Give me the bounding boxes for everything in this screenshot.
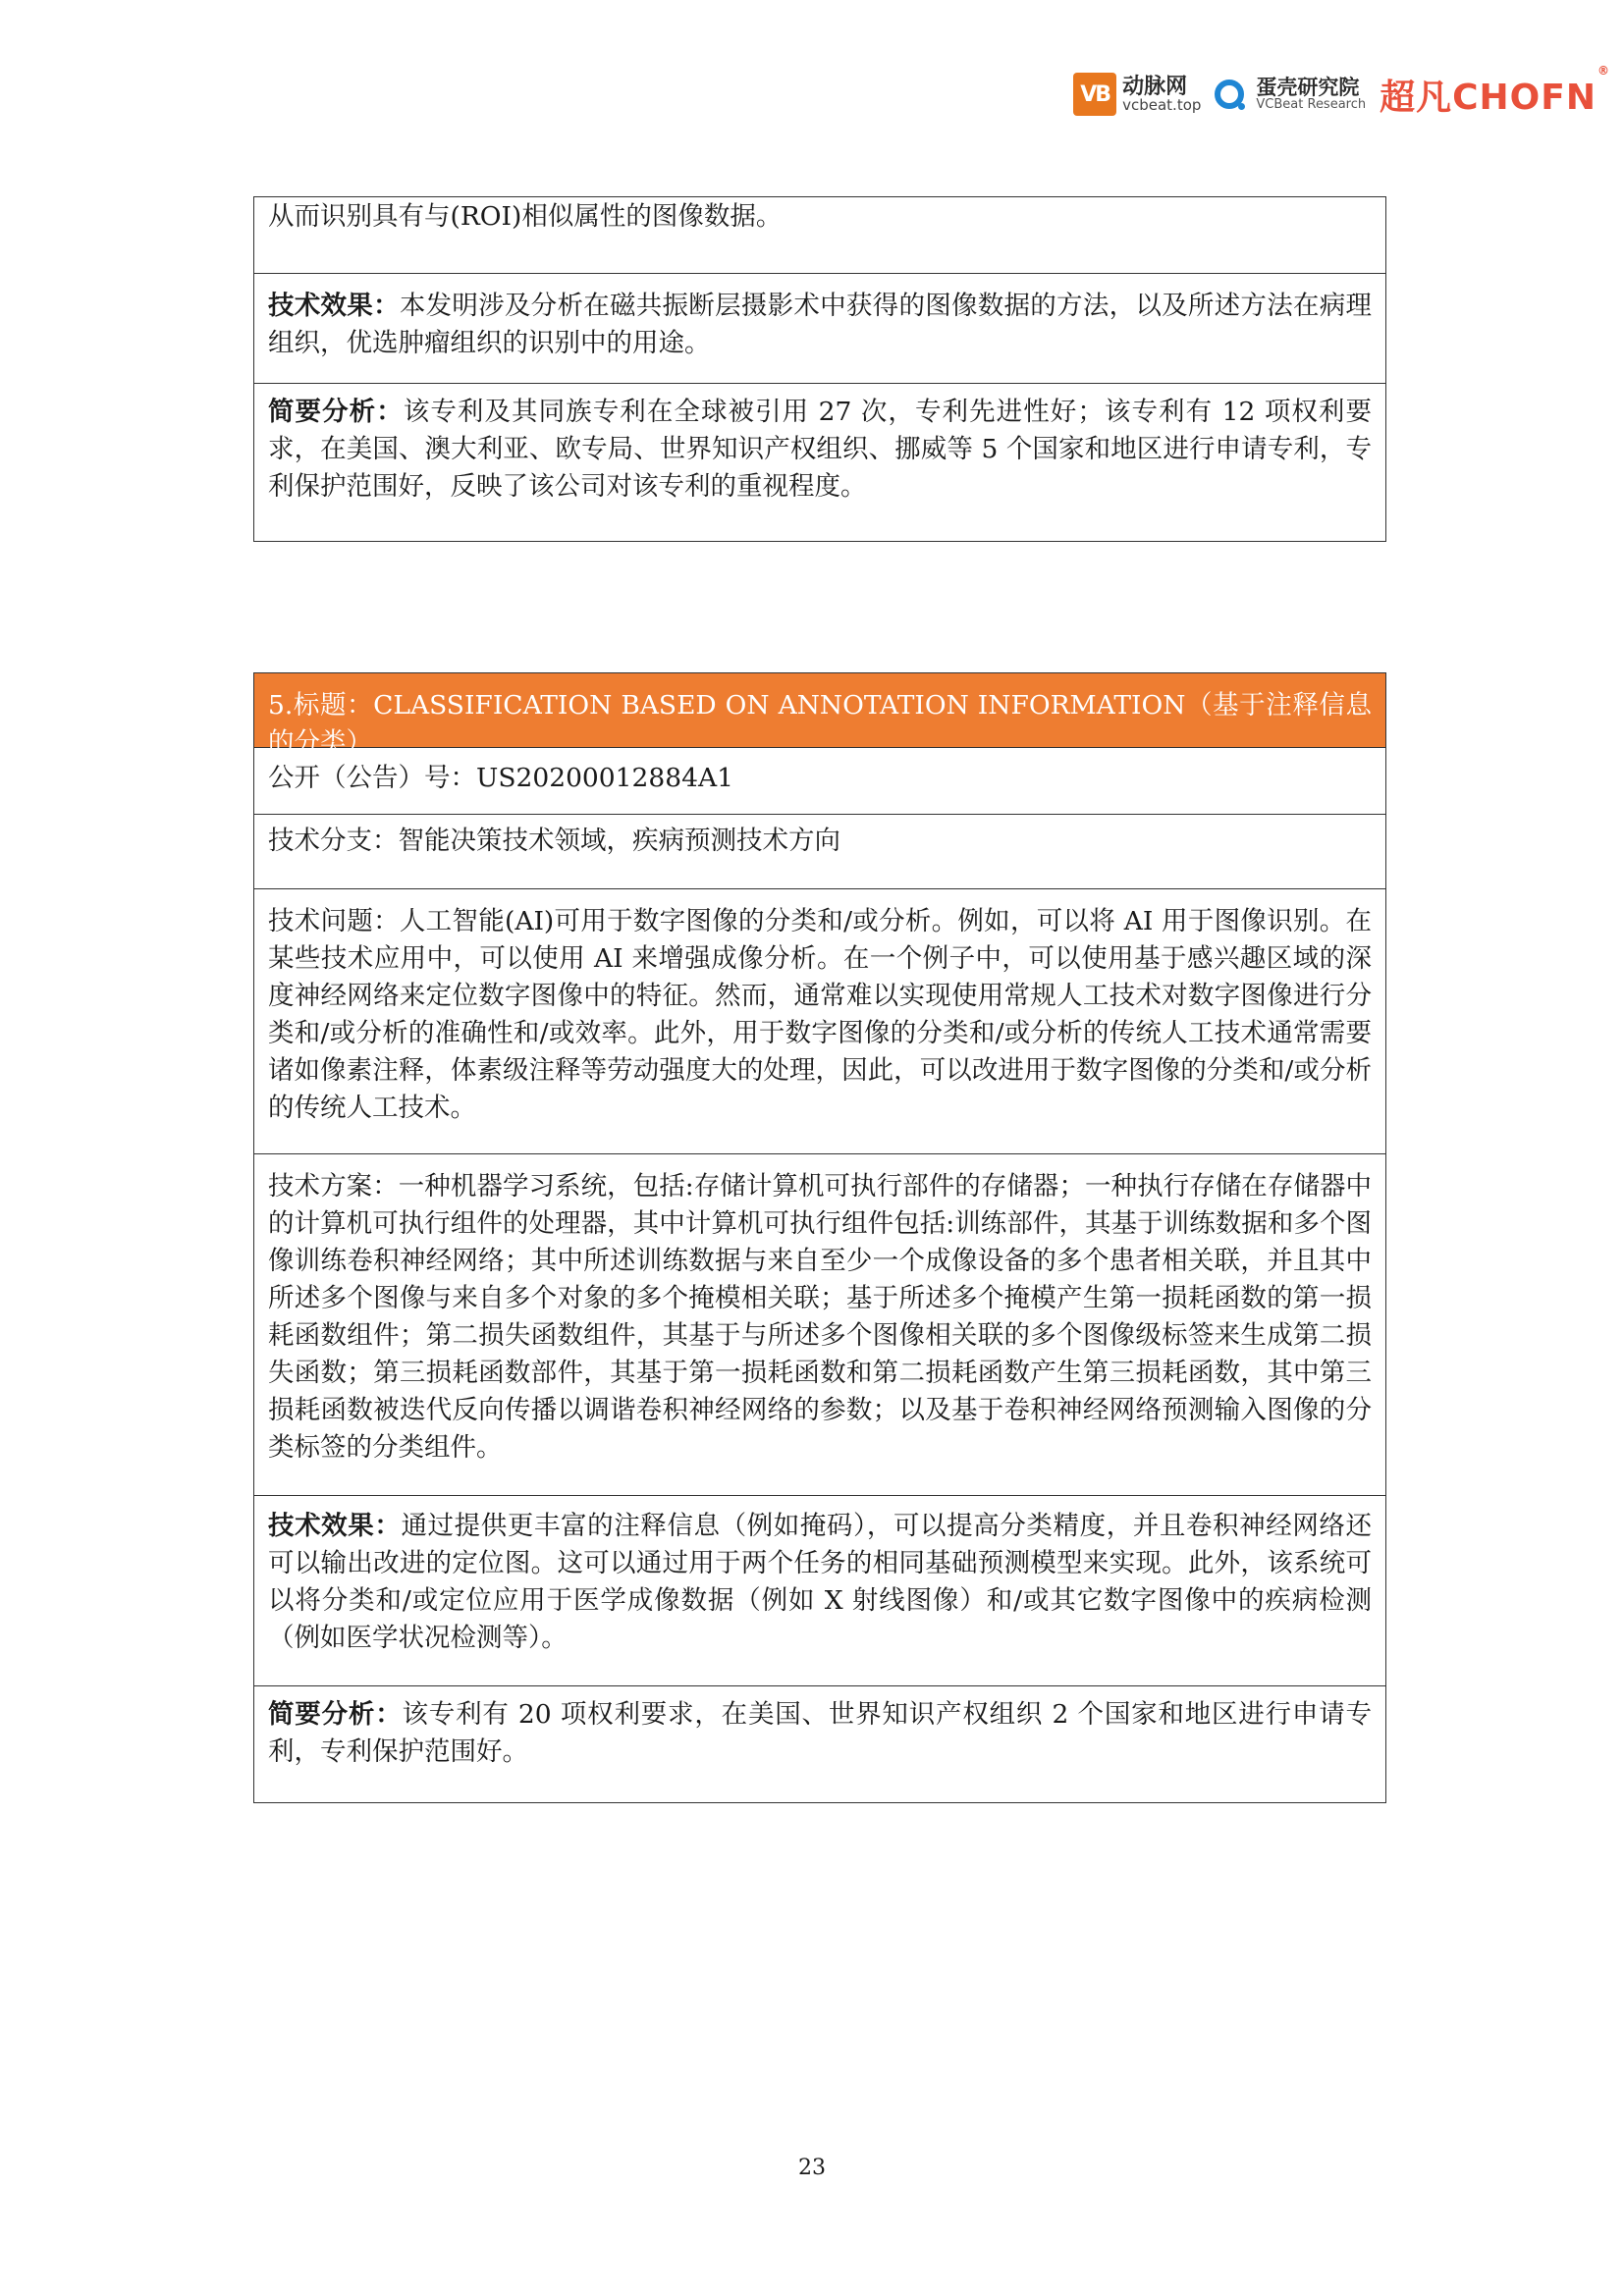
vcbeat-logo-mark: VB <box>1073 73 1116 116</box>
research-logo-name: 蛋壳研究院 <box>1256 76 1360 100</box>
brief-analysis-row <box>254 1686 1385 1802</box>
vcbeat-research-logo <box>1215 77 1366 112</box>
patent-table-5 <box>253 672 1386 1803</box>
effect-label: 技术效果： <box>268 291 400 321</box>
tech-branch-row <box>254 815 1385 889</box>
analysis-row <box>254 384 1385 541</box>
tech-solution: 技术方案：一种机器学习系统，包括:存储计算机可执行部件的存储器；一种执行存储在存储器中的计算机可执行组件的处理器，其中计算机可执行组件包括:训练部件，其基于训练数据和多个图像训练卷积神经网络；其中所述训练数据与来自至少一个成像设备的多个患者相关联，并且其中所述多个图像与来自多个对象的多个掩模相关联；基于所述多个掩模产生第一损耗函数的第一损耗函数组件；第二损失函数组件，其基于与所述多个图像相关联的多个图像级标签来生成第二损失函数；第三损耗函数部件，其基于第一损耗函数和第二损耗函数产生第三损耗函数，其中第三损耗函数被迭代反向传播以调谐卷积神经网络的参数；以及基于卷积神经网络预测输入图像的分类标签的分类组件。 <box>268 1171 1372 1463</box>
continuation-text: 从而识别具有与(ROI)相似属性的图像数据。 <box>268 201 783 232</box>
tech-branch: 技术分支：智能决策技术领域，疾病预测技术方向 <box>268 826 840 856</box>
publication-number-row <box>254 748 1385 815</box>
continuation-row <box>254 197 1385 274</box>
publication-number: 公开（公告）号：US20200012884A1 <box>268 763 733 793</box>
chofn-logo <box>1380 63 1610 120</box>
effect-row <box>254 274 1385 384</box>
brief-analysis-label: 简要分析： <box>268 1699 403 1730</box>
effect-text: 本发明涉及分析在磁共振断层摄影术中获得的图像数据的方法，以及所述方法在病理组织，优选肿瘤组织的识别中的用途。 <box>268 291 1373 358</box>
analysis-text: 该专利及其同族专利在全球被引用 27 次，专利先进性好；该专利有 12 项权利要求，在美国、澳大利亚、欧专局、世界知识产权组织、挪威等 5 个国家和地区进行申请专利，专利保护范围好，反映了该公司对该专利的重视程度。 <box>268 397 1372 502</box>
patent-title: 5.标题：CLASSIFICATION BASED ON ANNOTATION INFORMATION（基于注释信息的分类） <box>268 690 1372 758</box>
chofn-logo-name: 超凡CHOFN <box>1380 77 1597 118</box>
research-logo-sub: VCBeat Research <box>1256 97 1367 113</box>
tech-solution-row <box>254 1154 1385 1496</box>
analysis-label: 简要分析： <box>268 397 404 427</box>
header-logos <box>1073 63 1610 122</box>
brief-analysis-text: 该专利有 20 项权利要求，在美国、世界知识产权组织 2 个国家和地区进行申请专利，专利保护范围好。 <box>268 1699 1373 1767</box>
tech-problem-row <box>254 889 1385 1154</box>
vcbeat-logo-url: vcbeat.top <box>1122 95 1202 114</box>
tech-effect-label: 技术效果： <box>268 1511 402 1541</box>
vcbeat-logo <box>1073 73 1201 116</box>
patent-table-4-continued <box>253 196 1386 542</box>
tech-effect-row <box>254 1496 1385 1686</box>
tech-effect-text: 通过提供更丰富的注释信息（例如掩码），可以提高分类精度，并且卷积神经网络还可以输出改进的定位图。这可以通过用于两个任务的相同基础预测模型来实现。此外，该系统可以将分类和/或定位应用于医学成像数据（例如 X 射线图像）和/或其它数字图像中的疾病检测（例如医学状况检测等）。 <box>268 1511 1373 1653</box>
tech-problem: 技术问题：人工智能(AI)可用于数字图像的分类和/或分析。例如，可以将 AI 用于图像识别。在某些技术应用中，可以使用 AI 来增强成像分析。在一个例子中，可以使用基于感兴趣区域的深度神经网络来定位数字图像中的特征。然而，通常难以实现使用常规人工技术对数字图像进行分类和/或分析的准确性和/或效率。此外，用于数字图像的分类和/或分析的传统人工技术通常需要诸如像素注释，体素级注释等劳动强度大的处理，因此，可以改进用于数字图像的分类和/或分析的传统人工技术。 <box>268 906 1372 1123</box>
registered-mark: ® <box>1597 63 1610 78</box>
page-number: 23 <box>798 2156 826 2180</box>
vcbeat-logo-name: 动脉网 <box>1122 74 1188 99</box>
egg-icon <box>1215 80 1244 109</box>
patent-title-row <box>254 673 1385 758</box>
